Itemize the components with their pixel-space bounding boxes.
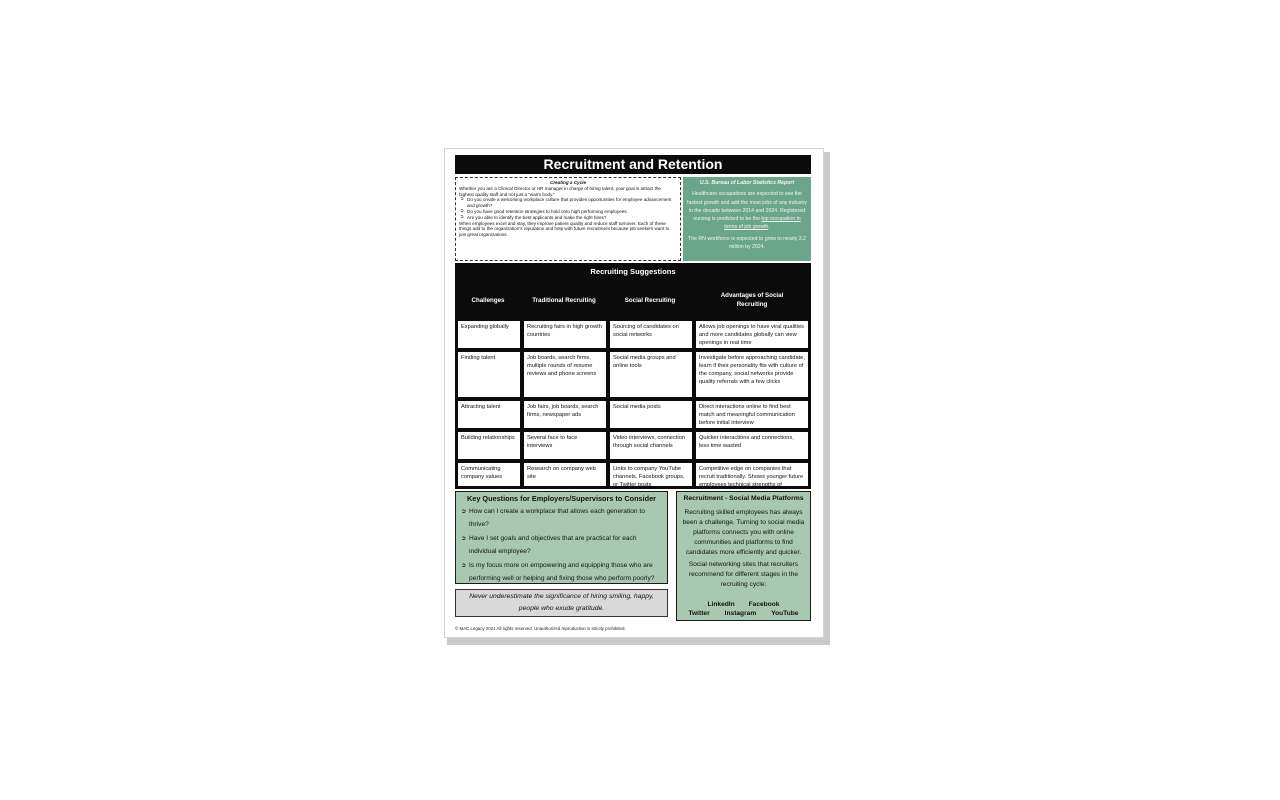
bls-text: Healthcare occupations are expected to see the fastest growth and add the most jobs of any industry in the decade between 2014 and 2024. Registered nursing is predicted to be the top occupation in terms of job growth. — [687, 191, 807, 231]
document-page — [444, 148, 824, 638]
social-heading: Recruitment - Social Media Platforms — [683, 495, 804, 502]
intro-bullet: ➲ Do you have good retention strategies to hold onto high performing employees. — [459, 209, 677, 215]
intro-box — [455, 177, 681, 261]
recruiting-table-title: Recruiting Suggestions — [590, 267, 676, 276]
key-questions-heading: Key Questions for Employers/Supervisors to Consider — [467, 494, 656, 503]
column-header-challenges: Challenges — [471, 296, 505, 304]
network-youtube: YouTube — [771, 610, 799, 617]
copyright-notice: © MAC Legacy 2021 All rights reserved. Unauthorized reproduction is strictly prohibited. — [455, 626, 626, 631]
column-header-advantages: Advantages of Social Recruiting — [720, 292, 784, 308]
intro-bullet: ➲ Are you able to identify the best applicants and make the right hires? — [459, 215, 677, 221]
intro-bullet: ➲ Do you create a welcoming workplace culture that provides opportunities for employee advancement and growth? — [459, 197, 677, 209]
network-linkedin: LinkedIn — [707, 601, 735, 608]
cell-challenge: Finding talent — [458, 352, 520, 397]
key-question-item: ➲ How can I create a workplace that allows each generation to thrive? — [461, 506, 662, 531]
recruiting-suggestions-table — [455, 263, 811, 489]
cell-traditional: Recruiting fairs in high growth countries — [524, 321, 606, 348]
cell-advantage: Direct interactions online to find best match and meaningful communication before initial interview — [696, 401, 808, 428]
cell-social: Video interviews, connection through social channels — [610, 432, 692, 459]
column-header-social: Social Recruiting — [624, 296, 676, 304]
cell-advantage: Allows job openings to have viral qualities and more candidates globally can view openings in real time — [696, 321, 808, 348]
cell-challenge: Expanding globally — [458, 321, 520, 348]
social-media-box — [676, 491, 811, 621]
bls-text-forecast: The RN workforce is expected to grow to nearly 3.2 million by 2024. — [688, 235, 806, 251]
cell-advantage: Investigate before approaching candidate, learn if their personality fits with culture of the company, social networks provide quality referrals with a few clicks — [696, 352, 808, 397]
key-questions-box — [455, 491, 668, 584]
quote-box: Never underestimate the significance of hiring smiling, happy, people who exude gratitude. — [455, 589, 668, 617]
bls-link[interactable]: top occupation in terms of job growth — [724, 216, 801, 231]
social-text: Recruiting skilled employees has always been a challenge. Turning to social media platforms connects you with online communities and platforms to find candidates more efficiently and quicker. — [682, 509, 805, 556]
key-question-item: ➲ Is my focus more on empowering and equipping those who are performing well or helping and fixing those who perform poorly? — [461, 560, 662, 585]
key-question-item: ➲ Have I set goals and objectives that are practical for each individual employee? — [461, 533, 662, 558]
cell-social: Social media groups and online tools — [610, 352, 692, 397]
cell-traditional: Several face to face interviews — [524, 432, 606, 459]
cell-challenge: Building relationships — [458, 432, 520, 459]
network-twitter: Twitter — [688, 610, 710, 617]
cell-social: Links to company YouTube channels, Facebook groups, or Twitter posts — [610, 463, 692, 486]
cell-social: Social media posts — [610, 401, 692, 428]
cell-challenge: Attracting talent — [458, 401, 520, 428]
intro-text: Whether you are a Clinical Director or HR manager in charge of hiring talent, your goal is attract the highest quality staff and not just a “warm body.” — [459, 185, 661, 197]
cell-traditional: Job boards, search firms, multiple rounds of resume reviews and phone screens — [524, 352, 606, 397]
cell-advantage: Competitive edge on companies that recruit traditionally. Shows younger future employees technical strengths of — [696, 463, 808, 486]
cell-challenge: Communicating company values — [458, 463, 520, 486]
document-title: Recruitment and Retention — [455, 155, 811, 174]
intro-text-closing: When employees excel and stay, they improve patient quality and reduce staff turnover. Each of these things add to the organization’s reputation and help with future recruitment because job seekers want to join great organizations. — [459, 220, 670, 238]
intro-heading: Creating a Cycle — [550, 180, 586, 185]
cell-social: Sourcing of candidates on social networks — [610, 321, 692, 348]
network-instagram: Instagram — [724, 610, 757, 617]
column-header-traditional: Traditional Recruiting — [532, 296, 596, 304]
network-facebook: Facebook — [748, 601, 780, 608]
bls-heading: U.S. Bureau of Labor Statistics Report — [699, 180, 795, 186]
cell-traditional: Job fairs, job boards, search firms, newspaper ads — [524, 401, 606, 428]
network-row — [681, 600, 806, 609]
bls-report-box — [683, 177, 811, 261]
social-text-networks: Social networking sites that recruiters recommend for different stages in the recruiting cycle: — [688, 561, 799, 588]
cell-traditional: Research on company web site — [524, 463, 606, 486]
network-row — [681, 609, 806, 618]
cell-advantage: Quicker interactions and connections, less time wasted — [696, 432, 808, 459]
